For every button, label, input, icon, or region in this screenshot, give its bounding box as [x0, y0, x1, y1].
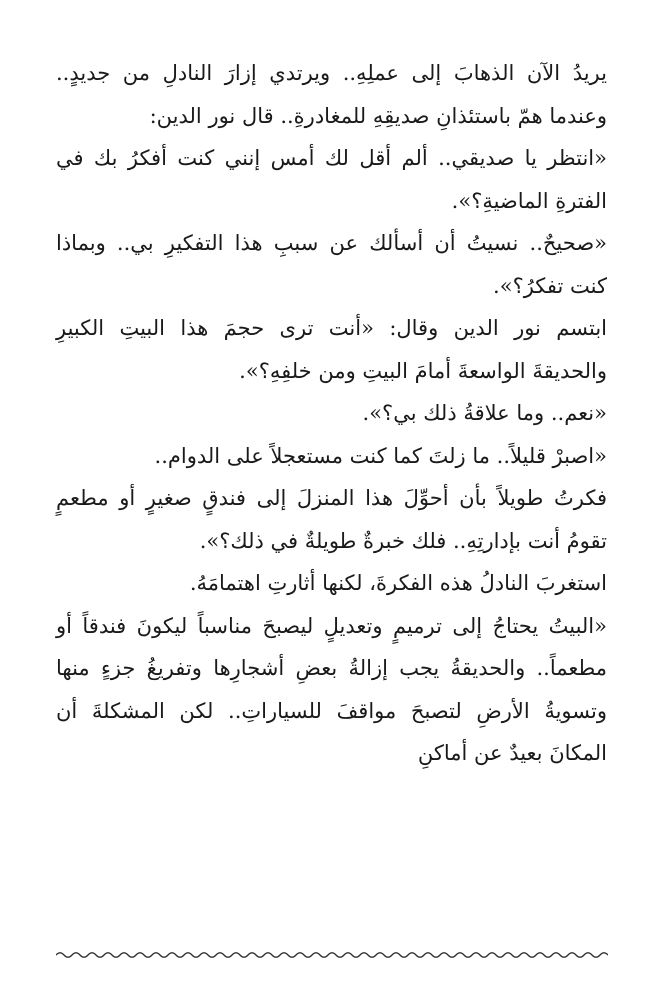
paragraph-1: يريدُ الآن الذهابَ إلى عملِهِ.. ويرتدي إزارَ النادلِ من جديدٍ.. وعندما همّ باستئذانِ صديقِهِ للمغادرةِ.. قال نور الدين: — [56, 61, 607, 128]
paragraph-2: «انتظر يا صديقي.. ألم أقل لك أمس إنني كنت أفكرُ بك في الفترةِ الماضيةِ؟». — [56, 146, 607, 213]
paragraph-9: «البيتُ يحتاجُ إلى ترميمٍ وتعديلٍ ليصبحَ مناسباً ليكونَ فندقاً أو مطعماً.. والحديقةُ يجب إزالةُ بعضِ أشجارِها وتفريغُ جزءٍ منها وتسويةُ الأرضِ لتصبحَ مواقفَ للسياراتِ.. لكن المشكلةَ أن المكانَ بعيدٌ عن أماكنِ — [56, 613, 607, 765]
paragraph-4: ابتسم نور الدين وقال: «أنت ترى حجمَ هذا البيتِ الكبيرِ والحديقةَ الواسعةَ أمامَ البيتِ ومن خلفِهِ؟». — [56, 316, 607, 383]
paragraph-8: استغربَ النادلُ هذه الفكرةَ، لكنها أثارتِ اهتمامَهُ. — [189, 571, 607, 595]
body-text — [56, 52, 607, 775]
paragraph-7: فكرتُ طويلاً بأن أحوِّلَ هذا المنزلَ إلى فندقٍ صغيرٍ أو مطعمٍ تقومُ أنت بإدارتِهِ.. فلك خبرةٌ طويلةٌ في ذلك؟». — [56, 486, 607, 553]
paragraph-6: «اصبرْ قليلاً.. ما زلتَ كما كنت مستعجلاً على الدوام.. — [154, 443, 607, 468]
wavy-divider-ornament — [56, 948, 608, 962]
paragraph-5: «نعم.. وما علاقةُ ذلك بي؟». — [362, 401, 607, 425]
paragraph-3: «صحيحٌ.. نسيتُ أن أسألك عن سببِ هذا التفكيرِ بي.. وبماذا كنت تفكرُ؟». — [56, 231, 607, 298]
